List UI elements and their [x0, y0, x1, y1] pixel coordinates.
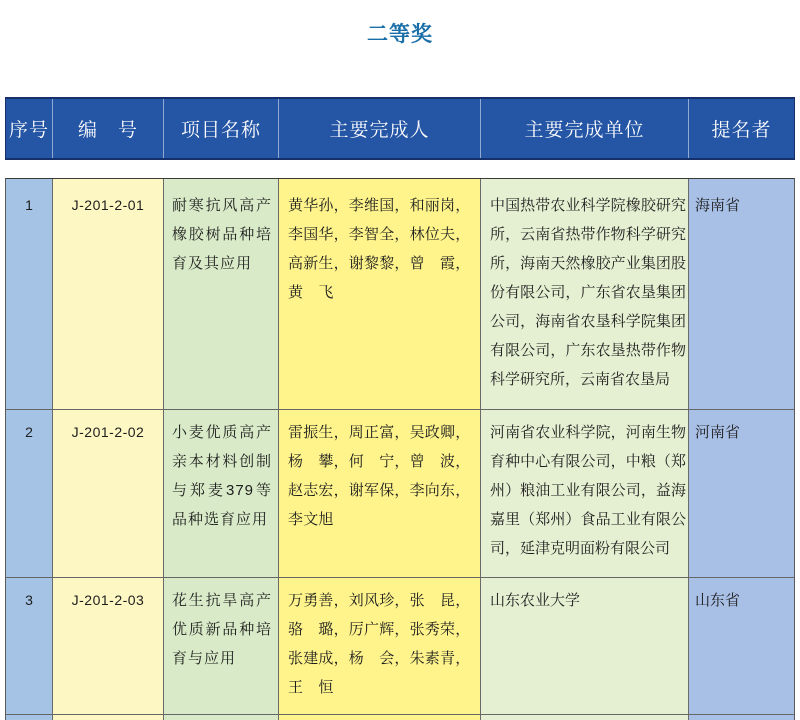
table-row [6, 179, 794, 410]
header-persons: 主要完成人 [278, 99, 480, 158]
award-table [5, 178, 795, 720]
cell-code: J-201-2-02 [52, 410, 163, 577]
cell-nominator: 河南省 [688, 410, 794, 577]
partial-cell-index [6, 715, 52, 720]
header-index: 序号 [8, 120, 49, 141]
cell-project: 小麦优质高产亲本材料创制与郑麦379等品种选育应用 [163, 410, 278, 577]
cell-units: 山东农业大学 [480, 578, 688, 714]
header-project: 项目名称 [163, 99, 278, 158]
cell-persons: 雷振生，周正富，吴政卿，杨 攀，何 宁，曾 波，赵志宏，谢军保，李向东，李文旭 [278, 410, 480, 577]
cell-units: 河南省农业科学院，河南生物育种中心有限公司，中粮（郑州）粮油工业有限公司，益海嘉里（郑州）食品工业有限公司，延津克明面粉有限公司 [480, 410, 688, 577]
partial-cell-nominator [688, 715, 794, 720]
cell-nominator: 海南省 [688, 179, 794, 409]
cell-persons: 万勇善，刘风珍，张 昆，骆 璐，厉广辉，张秀荣，张建成，杨 会，朱素青，王 恒 [278, 578, 480, 714]
cell-nominator: 山东省 [688, 578, 794, 714]
cell-project: 耐寒抗风高产橡胶树品种培育及其应用 [163, 179, 278, 409]
cell-index: 1 [6, 179, 52, 409]
table-header [5, 97, 795, 160]
cell-index: 3 [6, 578, 52, 714]
table-row [6, 410, 794, 578]
cell-project: 花生抗旱高产优质新品种培育与应用 [163, 578, 278, 714]
cell-units: 中国热带农业科学院橡胶研究所，云南省热带作物科学研究所，海南天然橡胶产业集团股份有限公司，广东省农垦集团公司，海南省农垦科学院集团有限公司，广东农垦热带作物科学研究所，云南省农垦局 [480, 179, 688, 409]
page-title: 二等奖 [367, 23, 433, 46]
table-row-partial [6, 715, 794, 720]
partial-cell-project [163, 715, 278, 720]
header-code: 编 号 [52, 99, 163, 158]
partial-cell-units [480, 715, 688, 720]
table-row [6, 578, 794, 715]
cell-code: J-201-2-01 [52, 179, 163, 409]
header-units: 主要完成单位 [480, 99, 688, 158]
partial-cell-persons [278, 715, 480, 720]
partial-cell-code [52, 715, 163, 720]
cell-code: J-201-2-03 [52, 578, 163, 714]
cell-index: 2 [6, 410, 52, 577]
header-nominator: 提名者 [688, 99, 794, 158]
cell-persons: 黄华孙，李维国，和丽岗，李国华，李智全，林位夫，高新生，谢黎黎，曾 霞，黄 飞 [278, 179, 480, 409]
